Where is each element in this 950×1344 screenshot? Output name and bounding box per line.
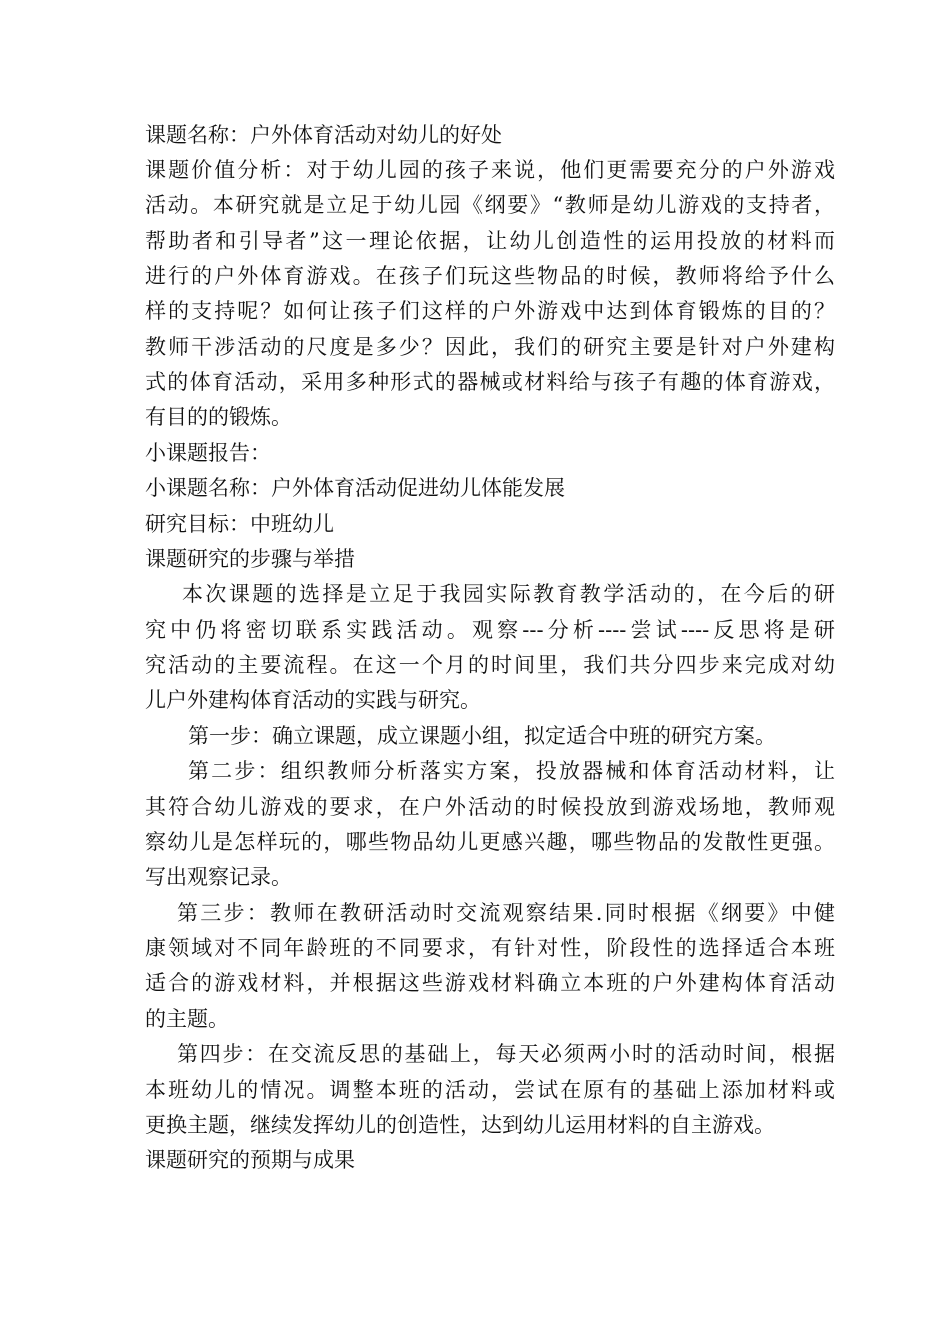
section-heading: 小课题报告： (145, 441, 271, 465)
text-line: 第四步：在交流反思的基础上，每天必须两小时的活动时间，根据 (177, 1042, 835, 1066)
text-line: 活动。本研究就是立足于幼儿园《纲要》“教师是幼儿游戏的支持者， (145, 193, 835, 217)
text-line: 儿户外建构体育活动的实践与研究。 (145, 688, 481, 712)
subtopic-title-line: 小课题名称：户外体育活动促进幼儿体能发展 (145, 476, 565, 500)
text-line: 其符合幼儿游戏的要求，在户外活动的时候投放到游戏场地，教师观 (145, 795, 835, 819)
text-line: 第一步：确立课题，成立课题小组，拟定适合中班的研究方案。 (188, 724, 776, 748)
text-line: 有目的的锻炼。 (145, 405, 292, 429)
text-line: 更换主题，继续发挥幼儿的创造性，达到幼儿运用材料的自主游戏。 (145, 1113, 775, 1137)
text-line: 写出观察记录。 (145, 865, 292, 889)
text-line: 本次课题的选择是立足于我园实际教育教学活动的，在今后的研 (182, 582, 835, 606)
text-line: 适合的游戏材料，并根据这些游戏材料确立本班的户外建构体育活动 (145, 971, 835, 995)
research-target-line: 研究目标：中班幼儿 (145, 512, 334, 536)
text-line: 样的支持呢？如何让孩子们这样的户外游戏中达到体育锻炼的目的？ (145, 299, 835, 323)
text-line: 进行的户外体育游戏。在孩子们玩这些物品的时候，教师将给予什么 (145, 264, 835, 288)
text-line: 究活动的主要流程。在这一个月的时间里，我们共分四步来完成对幼 (145, 653, 835, 677)
text-line: 的主题。 (145, 1007, 229, 1031)
text-line: 帮助者和引导者”这一理论依据，让幼儿创造性的运用投放的材料而 (145, 229, 835, 253)
section-heading: 课题研究的预期与成果 (145, 1148, 355, 1172)
text-line: 察幼儿是怎样玩的，哪些物品幼儿更感兴趣，哪些物品的发散性更强。 (145, 830, 835, 854)
topic-title-line: 课题名称：户外体育活动对幼儿的好处 (145, 123, 502, 147)
section-heading: 课题研究的步骤与举措 (145, 547, 355, 571)
text-line: 式的体育活动，采用多种形式的器械或材料给与孩子有趣的体育游戏， (145, 370, 835, 394)
text-line: 究中仍将密切联系实践活动。观察---分析----尝试----反思将是研 (145, 618, 835, 642)
text-line: 第三步：教师在教研活动时交流观察结果.同时根据《纲要》中健 (177, 901, 835, 925)
text-line: 康领域对不同年龄班的不同要求，有针对性，阶段性的选择适合本班 (145, 936, 835, 960)
text-line: 教师干涉活动的尺度是多少？因此，我们的研究主要是针对户外建构 (145, 335, 835, 359)
text-line: 本班幼儿的情况。调整本班的活动，尝试在原有的基础上添加材料或 (145, 1078, 835, 1102)
text-line: 第二步：组织教师分析落实方案，投放器械和体育活动材料，让 (188, 759, 835, 783)
text-line: 课题价值分析：对于幼儿园的孩子来说，他们更需要充分的户外游戏 (145, 158, 835, 182)
